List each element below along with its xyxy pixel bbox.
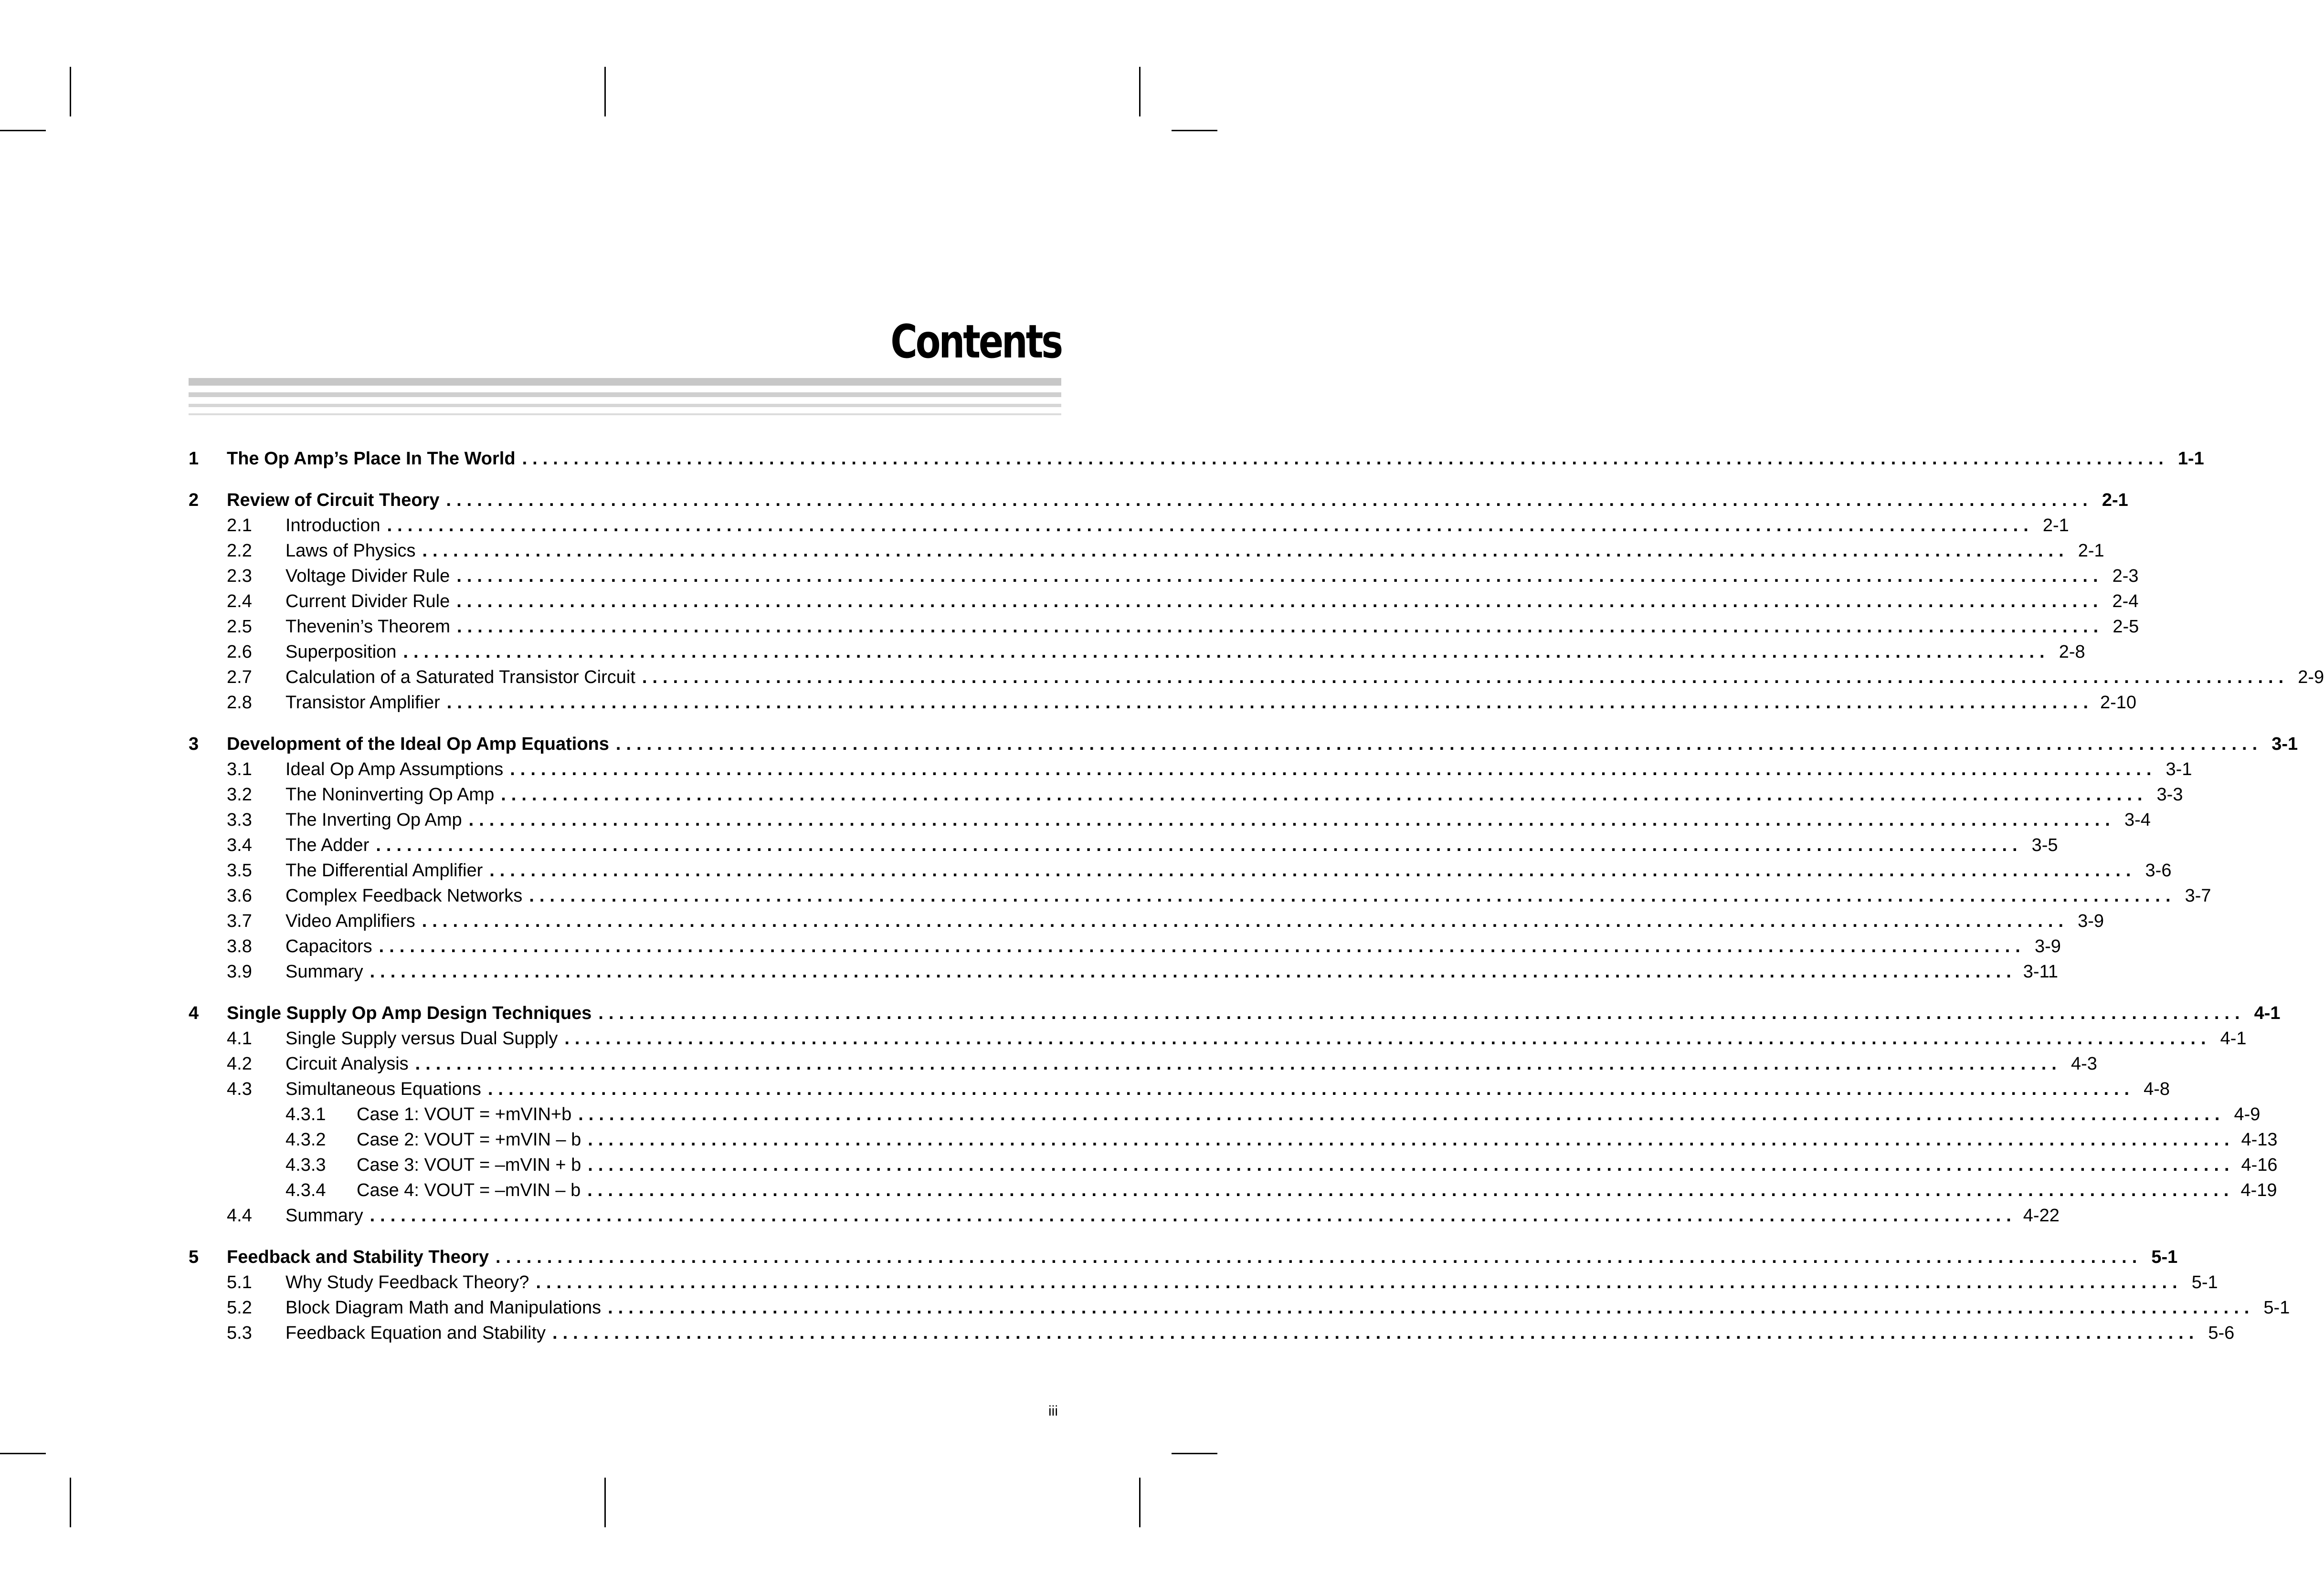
toc-page: 4-8: [2134, 1077, 2170, 1102]
toc-entry[interactable]: [189, 1321, 2235, 1346]
toc-chapter[interactable]: [189, 1001, 2281, 1026]
toc-number: 3.3: [227, 810, 252, 830]
crop-mark: [604, 1478, 606, 1527]
toc-number: 3.1: [227, 759, 252, 779]
title-rule: [189, 413, 1061, 415]
dot-leader: ................................................................................................................................................................: [456, 591, 2103, 611]
page-title: Contents: [890, 315, 1061, 368]
dot-leader: ................................................................................................................................................................: [370, 962, 2017, 982]
dot-leader: ................................................................................................................................................................: [468, 810, 2115, 830]
toc-page: 1-1: [2169, 446, 2204, 472]
toc-number: 1: [189, 449, 199, 469]
toc-entry[interactable]: [189, 665, 2324, 690]
toc-entry[interactable]: [189, 1077, 2170, 1102]
title-rule: [189, 392, 1061, 397]
toc-number: 3.6: [227, 886, 252, 906]
toc-entry[interactable]: [189, 1153, 2278, 1178]
toc-number: 2.3: [227, 566, 252, 586]
dot-leader: ................................................................................................................................................................: [522, 449, 2169, 469]
toc-entry[interactable]: [189, 513, 2069, 538]
toc-entry[interactable]: [189, 614, 2139, 640]
toc-number: 3.2: [227, 785, 252, 805]
dot-leader: ................................................................................................................................................................: [376, 835, 2023, 855]
dot-leader: ................................................................................................................................................................: [487, 1079, 2135, 1099]
toc-page: 4-9: [2225, 1102, 2260, 1127]
dot-leader: ................................................................................................................................................................: [588, 1130, 2235, 1150]
toc-title: Feedback Equation and Stability: [285, 1321, 552, 1346]
crop-mark: [1172, 1453, 1217, 1454]
dot-leader: ................................................................................................................................................................: [642, 667, 2289, 687]
toc-title: Complex Feedback Networks: [285, 883, 529, 909]
toc-page: 2-8: [2050, 640, 2085, 665]
toc-title: Transistor Amplifier: [285, 690, 447, 715]
toc-title: Capacitors: [285, 934, 379, 959]
toc-title: Summary: [285, 959, 370, 985]
toc-title: Case 2: VOUT = +mVIN – b: [357, 1127, 588, 1153]
toc-title: Single Supply Op Amp Design Techniques: [227, 1001, 598, 1026]
toc-page: 3-4: [2115, 808, 2151, 833]
dot-leader: ................................................................................................................................................................: [587, 1180, 2234, 1200]
toc-title: Case 1: VOUT = +mVIN+b: [357, 1102, 578, 1127]
toc-title: Single Supply versus Dual Supply: [285, 1026, 564, 1051]
toc-number: 4: [189, 1003, 199, 1023]
toc-title: Why Study Feedback Theory?: [285, 1270, 536, 1295]
dot-leader: ................................................................................................................................................................: [529, 886, 2176, 906]
toc-page: 3-9: [2069, 909, 2104, 934]
toc-title: Video Amplifiers: [285, 909, 422, 934]
toc-title: The Inverting Op Amp: [285, 808, 469, 833]
toc-number: 5.1: [227, 1272, 252, 1292]
toc-entry[interactable]: [189, 858, 2172, 883]
toc-chapter[interactable]: [189, 1245, 2178, 1270]
dot-leader: ................................................................................................................................................................: [403, 642, 2050, 662]
toc-title: The Differential Amplifier: [285, 858, 489, 883]
dot-leader: ................................................................................................................................................................: [422, 541, 2069, 561]
toc-title: Summary: [285, 1203, 370, 1228]
toc-page: 4-13: [2235, 1127, 2270, 1153]
dot-leader: ................................................................................................................................................................: [598, 1003, 2245, 1023]
toc-number: 2.2: [227, 541, 252, 561]
toc-entry[interactable]: [189, 690, 2137, 715]
toc-number: 4.1: [227, 1029, 252, 1049]
toc-number: 2.6: [227, 642, 252, 662]
toc-number: 4.3.3: [285, 1155, 326, 1175]
dot-leader: ................................................................................................................................................................: [564, 1029, 2211, 1049]
toc-page: 5-1: [2183, 1270, 2218, 1295]
table-of-contents: [189, 446, 2324, 1346]
title-rule: [189, 404, 1061, 407]
crop-mark: [0, 1453, 46, 1454]
toc-number: 4.3.4: [285, 1180, 326, 1200]
toc-page: 2-10: [2093, 690, 2129, 715]
toc-number: 4.4: [227, 1206, 252, 1226]
page-number: iii: [1048, 1403, 1058, 1419]
crop-mark: [1139, 1478, 1141, 1527]
toc-page: 3-5: [2023, 833, 2058, 858]
toc-number: 2: [189, 490, 199, 510]
toc-entry[interactable]: [189, 1127, 2278, 1153]
toc-page: 4-3: [2062, 1051, 2097, 1077]
dot-leader: ................................................................................................................................................................: [387, 515, 2034, 536]
toc-page: 3-7: [2176, 883, 2211, 909]
toc-entry[interactable]: [189, 883, 2211, 909]
toc-page: 5-1: [2254, 1295, 2290, 1321]
dot-leader: ................................................................................................................................................................: [615, 734, 2263, 754]
toc-entry[interactable]: [189, 1051, 2097, 1077]
toc-chapter[interactable]: [189, 732, 2298, 757]
toc-number: 2.1: [227, 515, 252, 536]
toc-entry[interactable]: [189, 1203, 2060, 1228]
toc-entry[interactable]: [189, 934, 2061, 959]
dot-leader: ................................................................................................................................................................: [446, 693, 2093, 713]
toc-title: Thevenin’s Theorem: [285, 614, 457, 640]
crop-mark: [70, 1478, 71, 1527]
toc-title: Superposition: [285, 640, 403, 665]
toc-entry[interactable]: [189, 1178, 2277, 1203]
dot-leader: ................................................................................................................................................................: [456, 566, 2103, 586]
toc-title: Simultaneous Equations: [285, 1077, 488, 1102]
toc-entry[interactable]: [189, 1270, 2218, 1295]
toc-title: Introduction: [285, 513, 387, 538]
toc-entry[interactable]: [189, 640, 2085, 665]
toc-title: Circuit Analysis: [285, 1051, 415, 1077]
toc-number: 3.8: [227, 936, 252, 956]
toc-entry[interactable]: [189, 833, 2058, 858]
toc-entry[interactable]: [189, 1102, 2261, 1127]
toc-number: 4.3: [227, 1079, 252, 1099]
dot-leader: ................................................................................................................................................................: [552, 1323, 2199, 1343]
toc-chapter[interactable]: [189, 446, 2204, 472]
crop-mark: [604, 67, 606, 116]
toc-entry[interactable]: [189, 959, 2059, 985]
toc-page: 3-6: [2136, 858, 2171, 883]
toc-entry[interactable]: [189, 564, 2139, 589]
toc-page: 2-9: [2289, 665, 2324, 690]
toc-title: Case 3: VOUT = –mVIN + b: [357, 1153, 588, 1178]
dot-leader: ................................................................................................................................................................: [536, 1272, 2183, 1292]
toc-entry[interactable]: [189, 808, 2151, 833]
dot-leader: ................................................................................................................................................................: [422, 911, 2069, 931]
dot-leader: ................................................................................................................................................................: [489, 861, 2136, 881]
dot-leader: ................................................................................................................................................................: [501, 785, 2148, 805]
toc-number: 2.8: [227, 693, 252, 713]
toc-title: Laws of Physics: [285, 538, 422, 564]
toc-page: 2-3: [2103, 564, 2139, 589]
toc-number: 2.7: [227, 667, 252, 687]
dot-leader: ................................................................................................................................................................: [370, 1206, 2017, 1226]
toc-number: 5.3: [227, 1323, 252, 1343]
dot-leader: ................................................................................................................................................................: [608, 1298, 2255, 1318]
toc-number: 4.3.1: [285, 1104, 326, 1124]
toc-page: 4-1: [2211, 1026, 2247, 1051]
toc-title: The Op Amp’s Place In The World: [227, 446, 522, 472]
toc-page: 4-1: [2245, 1001, 2281, 1026]
toc-page: 3-3: [2147, 782, 2183, 808]
crop-mark: [70, 67, 71, 116]
dot-leader: ................................................................................................................................................................: [510, 759, 2157, 779]
dot-leader: ................................................................................................................................................................: [379, 936, 2026, 956]
toc-title: Case 4: VOUT = –mVIN – b: [357, 1178, 587, 1203]
toc-number: 5.2: [227, 1298, 252, 1318]
toc-page: 2-1: [2069, 538, 2104, 564]
toc-number: 3.5: [227, 861, 252, 881]
title-rule: [189, 378, 1061, 386]
toc-entry[interactable]: [189, 1026, 2247, 1051]
toc-page: 4-19: [2234, 1178, 2269, 1203]
toc-title: Block Diagram Math and Manipulations: [285, 1295, 608, 1321]
toc-title: The Noninverting Op Amp: [285, 782, 501, 808]
dot-leader: ................................................................................................................................................................: [457, 617, 2104, 637]
toc-entry[interactable]: [189, 909, 2104, 934]
toc-page: 2-1: [2034, 513, 2069, 538]
toc-title: Ideal Op Amp Assumptions: [285, 757, 510, 782]
toc-number: 3.7: [227, 911, 252, 931]
toc-title: Development of the Ideal Op Amp Equations: [227, 732, 616, 757]
toc-title: Calculation of a Saturated Transistor Circuit: [285, 665, 642, 690]
toc-chapter[interactable]: [189, 488, 2128, 513]
dot-leader: ................................................................................................................................................................: [588, 1155, 2235, 1175]
toc-page: 2-1: [2093, 488, 2128, 513]
toc-number: 4.3.2: [285, 1130, 326, 1150]
toc-page: 5-1: [2142, 1245, 2177, 1270]
toc-page: 3-1: [2262, 732, 2298, 757]
toc-number: 3: [189, 734, 199, 754]
toc-page: 3-11: [2017, 959, 2052, 985]
toc-page: 2-4: [2103, 589, 2138, 614]
toc-number: 2.5: [227, 617, 252, 637]
toc-title: Voltage Divider Rule: [285, 564, 456, 589]
toc-entry[interactable]: [189, 757, 2192, 782]
toc-number: 3.9: [227, 962, 252, 982]
toc-number: 5: [189, 1247, 199, 1267]
toc-page: 5-6: [2199, 1321, 2234, 1346]
toc-entry[interactable]: [189, 538, 2104, 564]
toc-page: 4-16: [2235, 1153, 2270, 1178]
toc-entry[interactable]: [189, 782, 2183, 808]
toc-title: Current Divider Rule: [285, 589, 456, 614]
crop-mark: [1172, 130, 1217, 131]
dot-leader: ................................................................................................................................................................: [578, 1104, 2225, 1124]
toc-page: 3-1: [2156, 757, 2192, 782]
toc-number: 3.4: [227, 835, 252, 855]
crop-mark: [1139, 67, 1141, 116]
toc-entry[interactable]: [189, 1295, 2290, 1321]
toc-page: 3-9: [2026, 934, 2061, 959]
toc-title: The Adder: [285, 833, 376, 858]
dot-leader: ................................................................................................................................................................: [446, 490, 2093, 510]
toc-page: 2-5: [2103, 614, 2139, 640]
toc-title: Feedback and Stability Theory: [227, 1245, 496, 1270]
crop-mark: [0, 130, 46, 131]
toc-entry[interactable]: [189, 589, 2139, 614]
dot-leader: ................................................................................................................................................................: [415, 1054, 2062, 1074]
toc-number: 4.2: [227, 1054, 252, 1074]
toc-number: 2.4: [227, 591, 252, 611]
toc-title: Review of Circuit Theory: [227, 488, 446, 513]
toc-page: 4-22: [2017, 1203, 2052, 1228]
dot-leader: ................................................................................................................................................................: [496, 1247, 2143, 1267]
